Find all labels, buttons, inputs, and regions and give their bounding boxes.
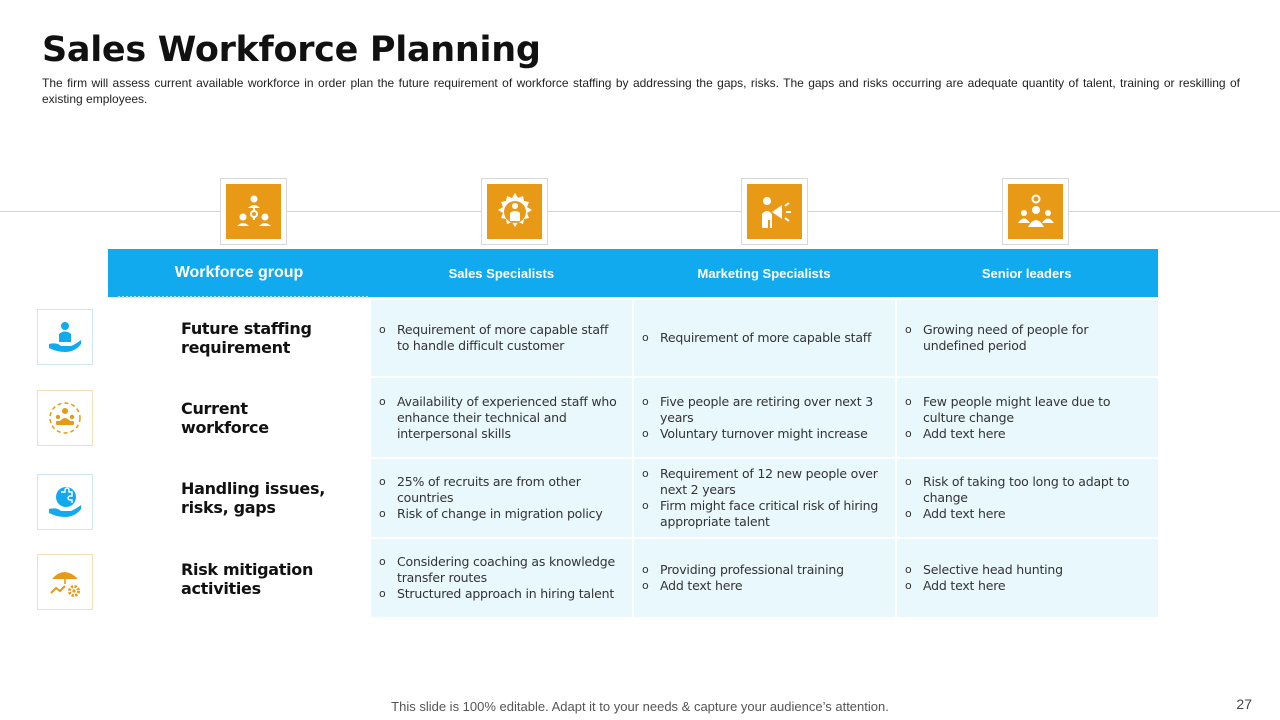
megaphone-speaker-icon — [755, 192, 795, 232]
team-network-icon — [234, 192, 274, 232]
cell-r4-marketing — [634, 539, 895, 617]
cell-r4-senior — [897, 539, 1158, 617]
cell-r1-sales — [371, 300, 632, 376]
person-hand-icon — [46, 318, 84, 356]
table-header — [108, 249, 1158, 297]
cell-r4-sales — [371, 539, 632, 617]
top-icon-box-4 — [1002, 178, 1069, 245]
cell-r2-marketing — [634, 378, 895, 457]
list-item: o Requirement of more capable staff to handle difficult customer — [379, 322, 624, 354]
row-icon-box-2 — [37, 390, 93, 446]
list-item: o Five people are retiring over next 3 years — [642, 394, 887, 426]
puzzle-hand-icon — [46, 483, 84, 521]
header-sales-specialists: Sales Specialists — [448, 265, 555, 281]
umbrella-gear-icon — [46, 563, 84, 601]
row-label-current-workforce: Current workforce — [181, 399, 269, 437]
list-item: o Add text here — [642, 578, 887, 594]
list-item: o Voluntary turnover might increase — [642, 426, 887, 442]
cell-r3-sales — [371, 459, 632, 537]
list-item: o 25% of recruits are from other countries — [379, 474, 624, 506]
list-item: o Growing need of people for undefined period — [905, 322, 1150, 354]
dotted-separator — [118, 296, 368, 304]
slide-footer: This slide is 100% editable. Adapt it to your needs & capture your audience’s attention. — [391, 699, 889, 714]
row-icon-box-4 — [37, 554, 93, 610]
cell-r1-senior — [897, 300, 1158, 376]
list-item: o Availability of experienced staff who enhance their technical and interpersonal skills — [379, 394, 624, 442]
page-number: 27 — [1236, 696, 1252, 712]
divider-line — [0, 211, 1280, 212]
header-workforce-group: Workforce group — [174, 264, 304, 281]
list-item: o Considering coaching as knowledge transfer routes — [379, 554, 624, 586]
team-circle-icon — [46, 399, 84, 437]
row-label-risk-mitigation: Risk mitigation activities — [181, 560, 314, 598]
header-senior-leaders: Senior leaders — [981, 265, 1072, 281]
row-icon-box-1 — [37, 309, 93, 365]
cell-r2-sales — [371, 378, 632, 457]
top-icon-box-2 — [481, 178, 548, 245]
leader-group-icon — [1015, 191, 1057, 233]
list-item: o Risk of change in migration policy — [379, 506, 624, 522]
slide-title: Sales Workforce Planning — [42, 30, 541, 70]
cell-r3-senior — [897, 459, 1158, 537]
cell-r1-marketing — [634, 300, 895, 376]
top-icon-box-3 — [741, 178, 808, 245]
list-item: o Selective head hunting — [905, 562, 1150, 578]
cell-r2-senior — [897, 378, 1158, 457]
gear-person-icon — [493, 190, 537, 234]
list-item: o Few people might leave due to culture change — [905, 394, 1150, 426]
header-marketing-specialists: Marketing Specialists — [697, 265, 831, 281]
list-item: o Add text here — [905, 426, 1150, 442]
list-item: o Add text here — [905, 506, 1150, 522]
row-label-future-staffing: Future staffing requirement — [181, 319, 312, 357]
list-item: o Providing professional training — [642, 562, 887, 578]
list-item: o Structured approach in hiring talent — [379, 586, 624, 602]
row-icon-box-3 — [37, 474, 93, 530]
list-item: o Firm might face critical risk of hiring appropriate talent — [642, 498, 887, 530]
list-item: o Requirement of more capable staff — [642, 330, 887, 346]
top-icon-box-1 — [220, 178, 287, 245]
row-label-handling-issues: Handling issues, risks, gaps — [181, 479, 325, 517]
list-item: o Requirement of 12 new people over next 2 years — [642, 466, 887, 498]
slide-subtitle: The firm will assess current available workforce in order plan the future requirement of workforce staffing by addressing the gaps, risks. The gaps and risks occurring are adequate quantity of talent, training or reskilling of existing employees. — [42, 76, 1240, 106]
list-item: o Risk of taking too long to adapt to change — [905, 474, 1150, 506]
cell-r3-marketing — [634, 459, 895, 537]
list-item: o Add text here — [905, 578, 1150, 594]
